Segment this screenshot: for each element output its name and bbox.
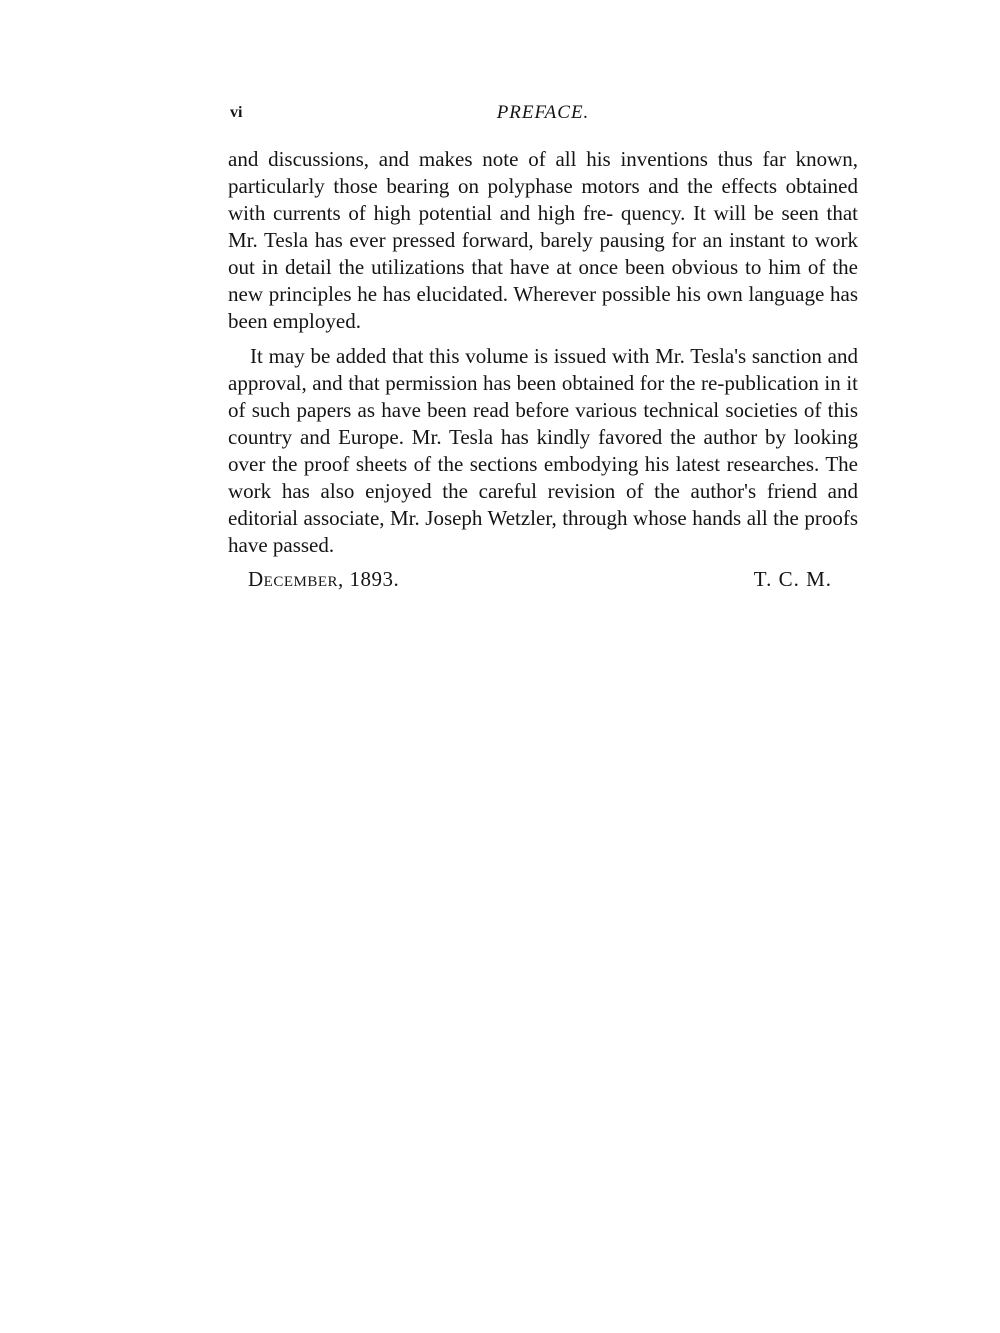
page-number: vi xyxy=(230,104,243,121)
running-header xyxy=(228,96,858,132)
preface-body xyxy=(228,146,858,559)
running-title: PREFACE. xyxy=(496,102,590,123)
paragraph: It may be added that this volume is issued with Mr. Tesla's sanction and approval, and that permission has been obtained for the re-publication in it of such papers as have been read before various technical societies of this country and Europe. Mr. Tesla has kindly favored the author by looking over the proof sheets of the sections embodying his latest researches. The work has also enjoyed the careful revision of the author's friend and editorial associate, Mr. Joseph Wetzler, through whose hands all the proofs have passed. xyxy=(228,344,858,557)
paragraph-continued: and discussions, and makes note of all his inventions thus far known, particularly those bearing on polyphase motors and the effects obtained with currents of high potential and high fre- quency. It will be seen that Mr. Tesla has ever pressed forward, barely pausing for an instant to work out in detail the utilizations that have at once been obvious to him of the new principles he has elucidated. Wherever possible his own language has been employed. xyxy=(228,147,858,333)
book-page xyxy=(228,96,858,597)
dateline: December, 1893. xyxy=(248,567,400,591)
preface-signoff xyxy=(228,567,858,597)
author-initials: T. C. M. xyxy=(753,567,832,591)
